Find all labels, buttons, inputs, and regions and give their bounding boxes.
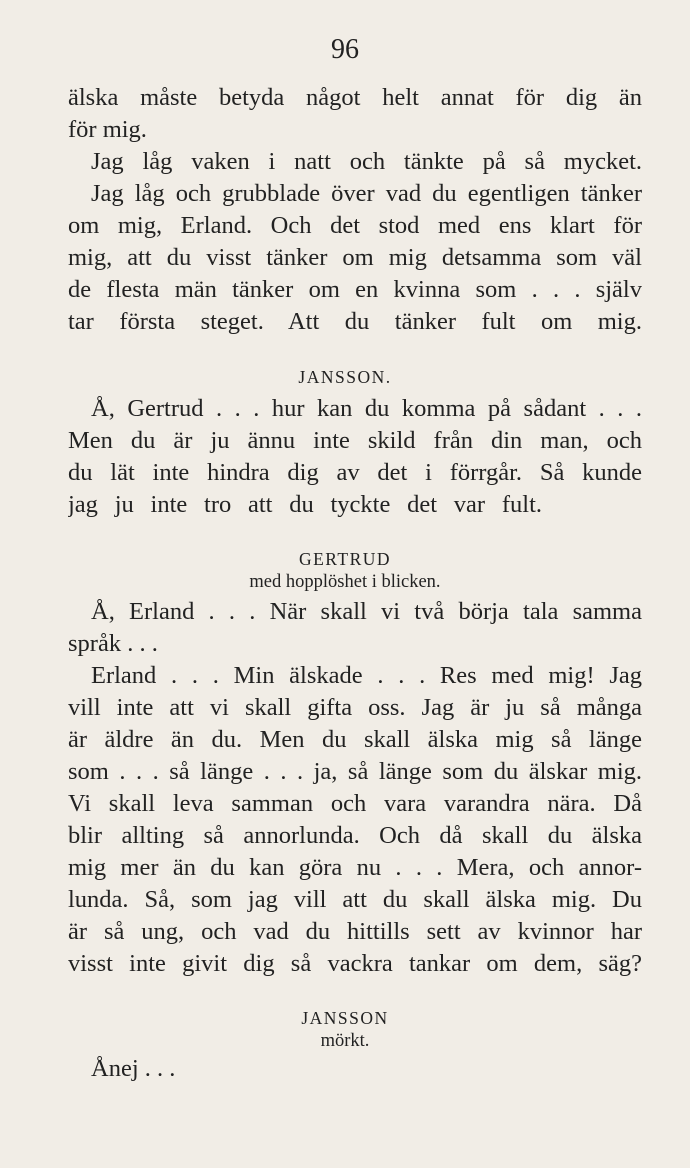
text-line: lunda. Så, som jag vill att du skall älska mig. Du (68, 886, 642, 913)
text-line: är så ung, och vad du hittills sett av kvinnor har (68, 918, 642, 945)
text-line: om mig, Erland. Och det stod med ens klart för (68, 212, 642, 239)
text-line: som . . . så länge . . . ja, så länge som du älskar mig. (68, 758, 642, 785)
text-line: Jag låg vaken i natt och tänkte på så mycket. (91, 148, 642, 175)
text-line: Men du är ju ännu inte skild från din man, och (68, 427, 642, 454)
text-line: de flesta män tänker om en kvinna som . . . själv (68, 276, 642, 303)
page-number: 96 (331, 34, 359, 65)
text-line: Å, Gertrud . . . hur kan du komma på sådant . . . (91, 395, 642, 422)
stage-direction: med hopplöshet i blicken. (249, 572, 441, 592)
text-line: vill inte att vi skall gifta oss. Jag är ju så många (68, 694, 642, 721)
text-line: Jag låg och grubblade över vad du egentligen tänker (91, 180, 642, 207)
text-line: Å, Erland . . . När skall vi två börja tala samma (91, 598, 642, 625)
text-line: språk . . . (68, 630, 158, 657)
text-line: du lät inte hindra dig av det i förrgår. Så kunde (68, 459, 642, 486)
text-line: mig, att du visst tänker om mig detsamma som väl (68, 244, 642, 271)
text-line: är äldre än du. Men du skall älska mig så länge (68, 726, 642, 753)
text-line: Erland . . . Min älskade . . . Res med mig! Jag (91, 662, 642, 689)
speaker-name-gertrud: GERTRUD (298, 549, 392, 569)
speaker-name-jansson: JANSSON (301, 1008, 389, 1028)
speaker-name-jansson: JANSSON. (298, 367, 392, 387)
text-line: jag ju inte tro att du tyckte det var fult. (68, 491, 542, 518)
text-line: tar första steget. Att du tänker fult om mig. (68, 308, 642, 335)
reply-line: Ånej . . . (91, 1055, 176, 1082)
text-line: Vi skall leva samman och vara varandra nära. Då (68, 790, 642, 817)
text-line: älska måste betyda något helt annat för dig än (68, 84, 642, 111)
stage-direction: mörkt. (320, 1031, 370, 1051)
text-line: blir allting så annorlunda. Och då skall du älska (68, 822, 642, 849)
text-line: mig mer än du kan göra nu . . . Mera, och annor- (68, 854, 642, 881)
text-line: för mig. (68, 116, 147, 143)
text-line: visst inte givit dig så vackra tankar om dem, säg? (68, 950, 642, 977)
